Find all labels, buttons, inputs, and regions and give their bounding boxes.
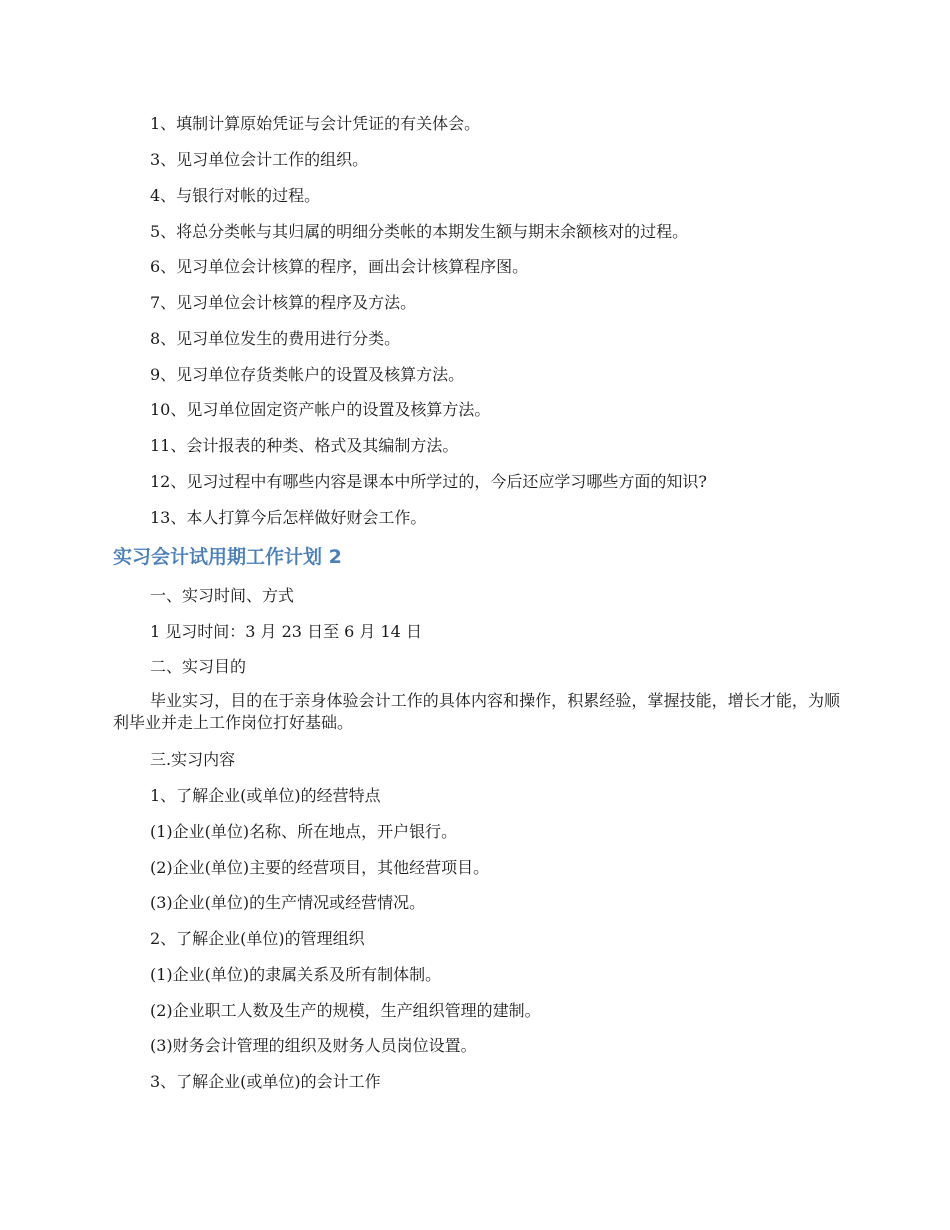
list-item: 6、见习单位会计核算的程序，画出会计核算程序图。 [150,257,529,276]
content-item: (3)财务会计管理的组织及财务人员岗位设置。 [150,1036,477,1055]
content-item: 1、了解企业(或单位)的经营特点 [150,786,381,805]
subsection-title-content: 三.实习内容 [150,750,236,769]
content-item: (2)企业(单位)主要的经营项目，其他经营项目。 [150,858,490,877]
internship-time-detail: 1 见习时间：3 月 23 日至 6 月 14 日 [150,622,422,641]
list-item: 9、见习单位存货类帐户的设置及核算方法。 [150,365,465,384]
list-item: 4、与银行对帐的过程。 [150,186,321,205]
content-item: (3)企业(单位)的生产情况或经营情况。 [150,893,426,912]
list-item: 10、见习单位固定资产帐户的设置及核算方法。 [150,400,491,419]
subsection-title-purpose: 二、实习目的 [150,657,247,676]
section-heading: 实习会计试用期工作计划 2 [113,546,342,568]
content-item: 2、了解企业(单位)的管理组织 [150,929,365,948]
purpose-paragraph: 毕业实习，目的在于亲身体验会计工作的具体内容和操作，积累经验，掌握技能，增长才能，为顺利毕业并走上工作岗位打好基础。 [113,691,840,732]
list-item: 12、见习过程中有哪些内容是课本中所学过的，今后还应学习哪些方面的知识? [150,472,707,491]
content-item: (1)企业(单位)的隶属关系及所有制体制。 [150,965,442,984]
content-item: 3、了解企业(或单位)的会计工作 [150,1072,381,1091]
list-item: 8、见习单位发生的费用进行分类。 [150,329,401,348]
list-item: 1、填制计算原始凭证与会计凭证的有关体会。 [150,114,481,133]
content-item: (1)企业(单位)名称、所在地点，开户银行。 [150,822,458,841]
list-item: 7、见习单位会计核算的程序及方法。 [150,293,417,312]
list-item: 3、见习单位会计工作的组织。 [150,150,369,169]
list-item: 13、本人打算今后怎样做好财会工作。 [150,508,427,527]
list-item: 5、将总分类帐与其归属的明细分类帐的本期发生额与期末余额核对的过程。 [150,222,689,241]
subsection-title-time: 一、实习时间、方式 [150,586,295,605]
content-item: (2)企业职工人数及生产的规模，生产组织管理的建制。 [150,1001,541,1020]
list-item: 11、会计报表的种类、格式及其编制方法。 [150,436,459,455]
